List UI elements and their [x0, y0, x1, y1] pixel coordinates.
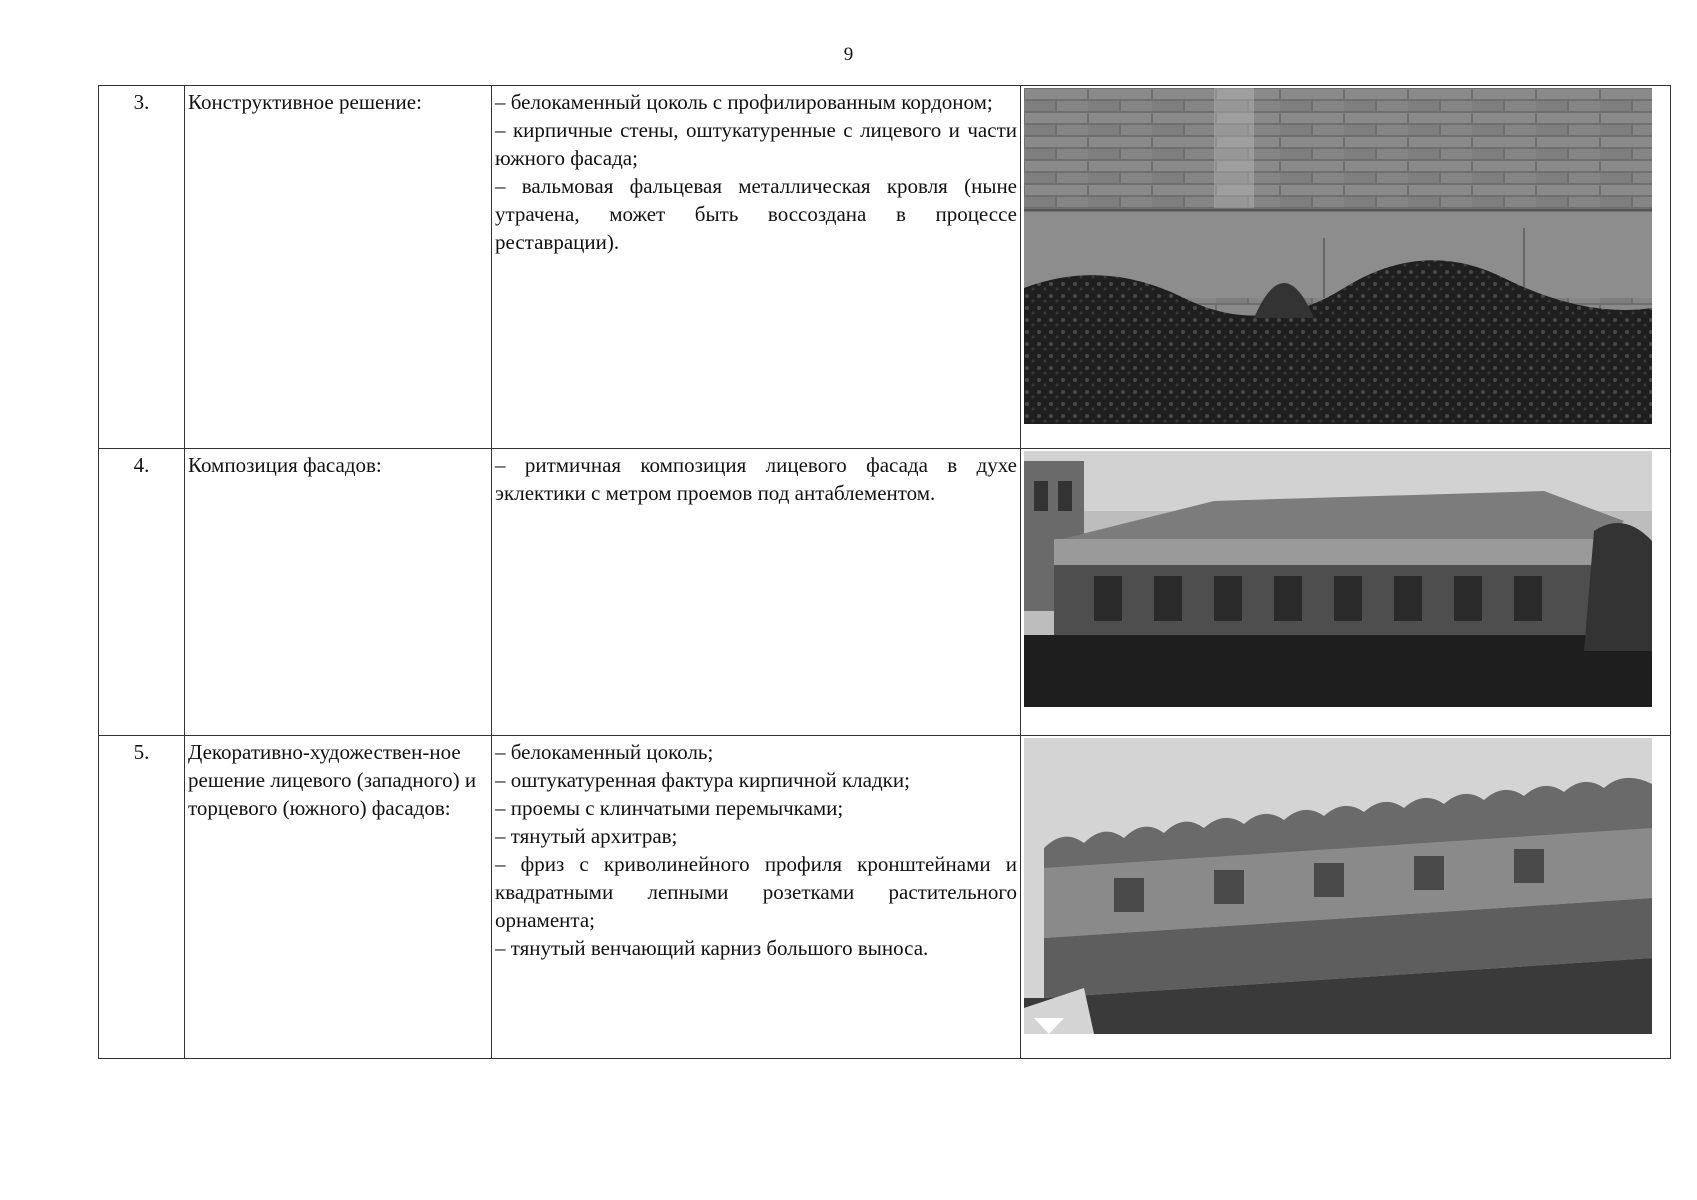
row-number: 4. — [99, 449, 185, 736]
row-description — [492, 86, 1021, 449]
row-number: 5. — [99, 736, 185, 1059]
row-label: Конструктивное решение: — [185, 86, 492, 449]
row-number: 3. — [99, 86, 185, 449]
list-item: – белокаменный цоколь с профилированным кордоном; — [495, 90, 993, 114]
list-item: – фриз с криволинейного профиля кронштейнами и квадратными лепными розетками растительного орнамента; — [495, 852, 1017, 932]
row-photo-cell — [1021, 736, 1671, 1059]
list-item: – вальмовая фальцевая металлическая кровля (ныне утрачена, может быть воссоздана в процессе реставрации). — [495, 174, 1017, 254]
row-label: Декоративно-художествен-ное решение лицевого (западного) и торцевого (южного) фасадов: — [185, 736, 492, 1059]
row-description — [492, 736, 1021, 1059]
list-item: – проемы с клинчатыми перемычками; — [495, 796, 844, 820]
row-photo-cell — [1021, 449, 1671, 736]
list-item: – кирпичные стены, оштукатуренные с лицевого и части южного фасада; — [495, 118, 1017, 170]
row-photo-cell — [1021, 86, 1671, 449]
cornice-frieze-photo — [1024, 738, 1652, 1034]
monument-features-table — [98, 85, 1671, 1059]
list-item: – оштукатуренная фактура кирпичной кладки; — [495, 768, 910, 792]
row-description — [492, 449, 1021, 736]
list-item: – тянутый венчающий карниз большого выноса. — [495, 936, 929, 960]
table-row — [99, 449, 1671, 736]
list-item: – тянутый архитрав; — [495, 824, 678, 848]
page-number: 9 — [843, 44, 854, 65]
list-item: – ритмичная композиция лицевого фасада в духе эклектики с метром проемов под антаблементом. — [495, 453, 1017, 505]
row-label: Композиция фасадов: — [185, 449, 492, 736]
building-facade-photo — [1024, 451, 1652, 707]
table-row — [99, 86, 1671, 449]
table-row — [99, 736, 1671, 1059]
brick-wall-plinth-photo — [1024, 88, 1652, 424]
list-item: – белокаменный цоколь; — [495, 740, 714, 764]
